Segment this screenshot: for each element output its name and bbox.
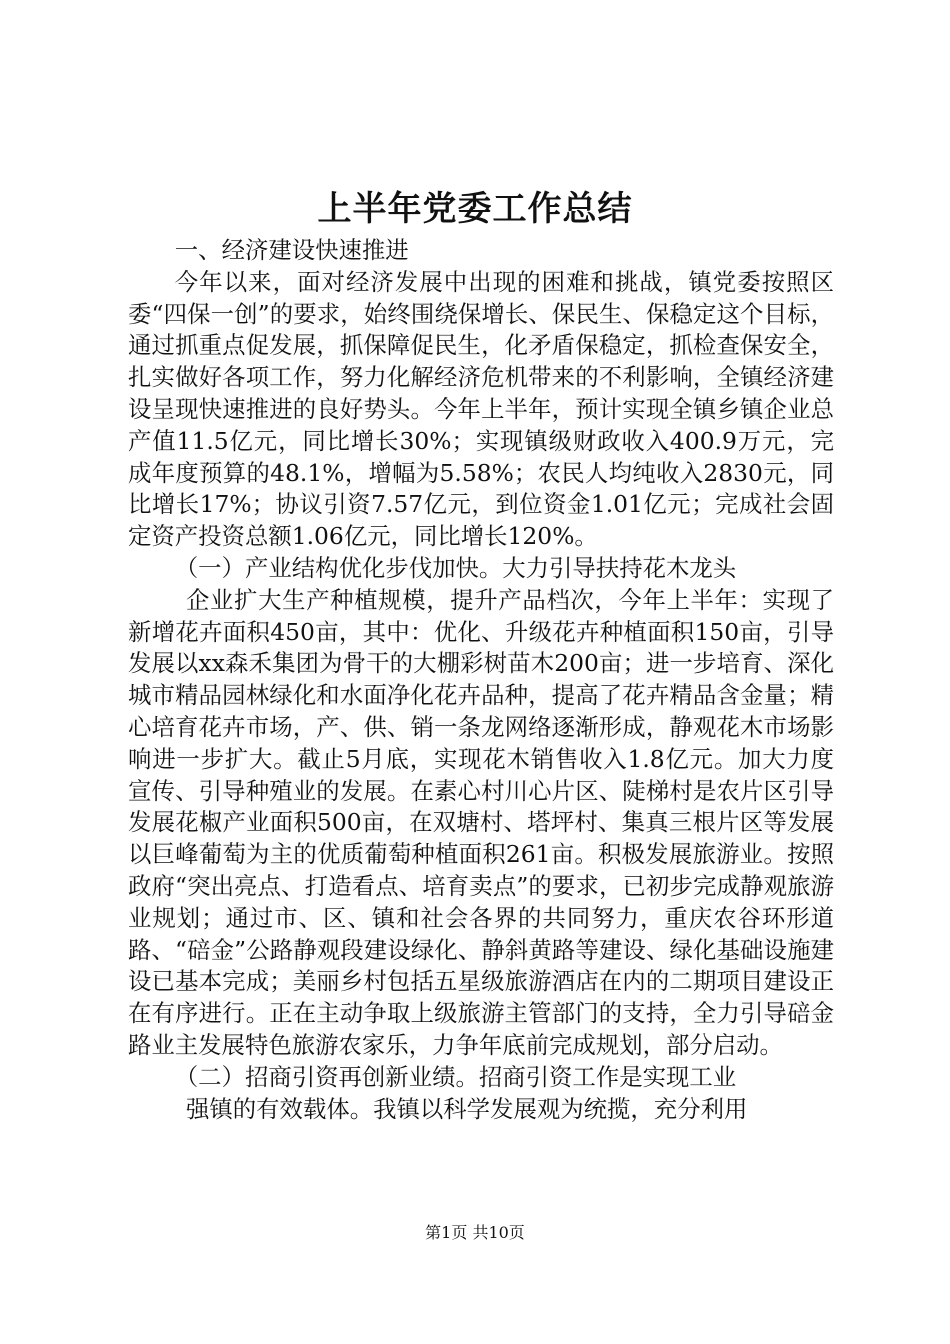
body-paragraph: 强镇的有效载体。我镇以科学发展观为统揽，充分利用: [186, 1094, 748, 1123]
section-heading: 一、经济建设快速推进: [174, 236, 409, 264]
body-paragraph: 企业扩大生产种植规模，提升产品档次，今年上半年：实现了新增花卉面积450亩，其中：优化、升级花卉种植面积150亩，引导发展以xx森禾集团为骨干的大棚彩树苗木200亩；进一步培育、深化城市精品园林绿化和水面净化花卉品种，提高了花卉精品含金量；精心培育花卉市场，产、供、销一条龙网络逐渐形成，静观花木市场影响进一步扩大。截止5月底，实现花木销售收入1.8亿元。加大力度宣传、引导种殖业的发展。在素心村川心片区、陡梯村是农片区引导发展花椒产业面积500亩，在双塘村、塔坪村、集真三根片区等发展以巨峰葡萄为主的优质葡萄种植面积261亩。积极发展旅游业。按照政府“突出亮点、打造看点、培育卖点”的要求，已初步完成静观旅游业规划；通过市、区、镇和社会各界的共同努力，重庆农谷环形道路、“碚金”公路静观段建设绿化、静斜黄路等建设、绿化基础设施建设已基本完成；美丽乡村包括五星级旅游酒店在内的二期项目建设正在有序进行。正在主动争取上级旅游主管部门的支持，全力引导碚金路业主发展特色旅游农家乐，力争年底前完成规划，部分启动。: [128, 585, 834, 1059]
document-title: 上半年党委工作总结: [317, 189, 633, 229]
subsection-heading: （一）产业结构优化步伐加快。大力引导扶持花木龙头: [174, 553, 737, 582]
subsection-heading: （二）招商引资再创新业绩。招商引资工作是实现工业: [174, 1062, 737, 1091]
body-paragraph: 今年以来，面对经济发展中出现的困难和挑战，镇党委按照区委“四保一创”的要求，始终围绕保增长、保民生、保稳定这个目标，通过抓重点促发展，抓保障促民生，化矛盾保稳定，抓检查保安全，扎实做好各项工作，努力化解经济危机带来的不利影响，全镇经济建设呈现快速推进的良好势头。今年上半年，预计实现全镇乡镇企业总产值11.5亿元，同比增长30%；实现镇级财政收入400.9万元，完成年度预算的48.1%，增幅为5.58%；农民人均纯收入2830元，同比增长17%；协议引资7.57亿元，到位资金1.01亿元；完成社会固定资产投资总额1.06亿元，同比增长120%。: [128, 267, 834, 551]
document-body: [128, 235, 834, 1125]
page-number: 第1页 共10页: [425, 1223, 525, 1242]
